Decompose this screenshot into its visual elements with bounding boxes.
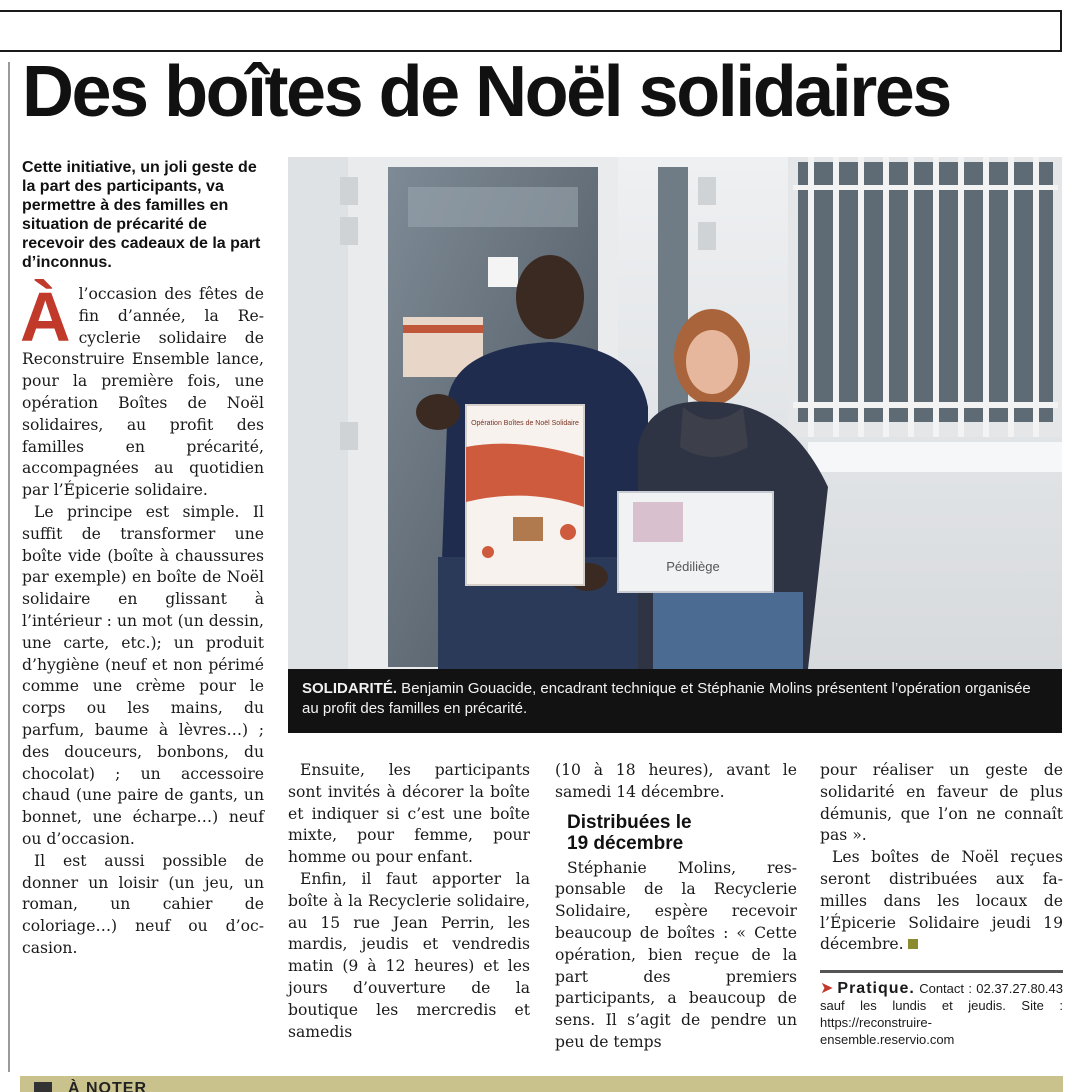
subhead-line-1: Distribuées le: [567, 811, 692, 833]
bottom-band-label: À NOTER: [68, 1080, 147, 1092]
subhead: [567, 812, 797, 854]
article-paragraph-8: pour réaliser un geste de solidarité en faveur de plus démunis, que l’on ne connaît pas ».: [820, 761, 1063, 845]
article-paragraph-2: Le principe est simple. Il suffit de transformer une boîte vide (boîte à chaussures par exemple) en boîte de Noël solidaire en glissant à l’intérieur : un mot (un dessin, une carte, etc.); un produit d’hygiène (neuf et non périmé comme une crème pour le corps ou les mains, du parfum, baume à lèvres…) ; des douceurs, bonbons, du chocolat) ; un accessoire chaud (une paire de gants, un bonnet, une écharpe…) neuf ou d’occasion.: [22, 502, 264, 848]
article-paragraph-1: [20, 278, 264, 502]
pratique-rule: [820, 970, 1063, 973]
end-of-article-mark: [908, 939, 918, 949]
square-icon: [34, 1082, 52, 1092]
pratique-box: [820, 980, 1063, 1048]
article-paragraph-5: Enfin, il faut apporter la boîte à la Recyclerie solidaire, au 15 rue Jean Perrin, les mardis, jeudis et vendredis matin (9 à 12 heures) et les jours d’ouverture de la boutique les mercredis et samedis: [288, 869, 530, 1041]
gift-box: [618, 492, 773, 592]
headline: Des boîtes de Noël solidaires: [22, 52, 950, 132]
photo-illustration: [288, 157, 1062, 669]
caption-text: Benjamin Gouacide, encadrant technique et Stéphanie Molins présentent l’opération organisée au profit des familles en précarité.: [302, 680, 1031, 717]
pratique-label: Pratique.: [837, 980, 915, 997]
dropcap: À: [20, 278, 71, 356]
article-paragraph-3: Il est aussi possible de donner un loisir (un jeu, un roman, un cahier de coloriage…) neuf ou d’occasion.: [22, 851, 264, 957]
caption-label: SOLIDARITÉ.: [302, 680, 398, 697]
poster: [466, 405, 584, 585]
article-paragraph-9: [820, 847, 1063, 956]
photo-caption: [288, 669, 1062, 733]
pratique-text: Contact : 02.37.27.80.43 sauf les lundis et jeudis. Site : https://reconstruire-ensemble.reservio.com: [820, 981, 1063, 1047]
subhead-line-2: 19 décembre: [567, 832, 684, 854]
column-3: [555, 760, 797, 1054]
column-1: [22, 158, 264, 960]
article-photo: [288, 157, 1062, 669]
box-label: Pédiliège: [666, 559, 720, 574]
poster-title: Opération Boîtes de Noël Solidaire: [471, 420, 579, 427]
lead-paragraph: Cette initiative, un joli geste de la part des participants, va permettre à des familles en situation de précarité de recevoir des cadeaux de la part d’inconnus.: [22, 159, 261, 271]
article-paragraph-7: Stéphanie Molins, responsable de la Recyclerie Solidaire, espère recevoir beaucoup de boîtes : « Cette opération, bien reçue de la part des premiers participants, a beaucoup de sens. Il s’agit de pendre un peu de temps: [555, 858, 797, 1051]
top-frame-rule: [0, 10, 1062, 52]
article-paragraph-4: Ensuite, les participants sont invités à décorer la boîte et indiquer si c’est une boîte mixte, pour femme, pour homme ou pour enfant.: [288, 761, 530, 867]
article-paragraph-6: (10 à 18 heures), avant le samedi 14 décembre.: [555, 761, 797, 801]
arrow-icon: ➤: [820, 980, 834, 997]
column-4: [820, 760, 1063, 956]
bottom-band: [20, 1076, 1063, 1092]
column-2: [288, 760, 530, 1043]
article-paragraph-1-text: l’occasion des fêtes de fin d’année, la Recyclerie solidaire de Reconstruire Ensemble lance, pour la première fois, une opération Boîtes de Noël solidaires, au profit des familles en précarité, accompagnées au quotidien par l’Épicerie solidaire.: [22, 285, 264, 500]
left-column-rule: [8, 62, 10, 1072]
article-paragraph-9-text: Les boîtes de Noël reçues seront distribuées aux familles dans les locaux de l’Épicerie Solidaire jeudi 19 décembre.: [820, 848, 1063, 954]
